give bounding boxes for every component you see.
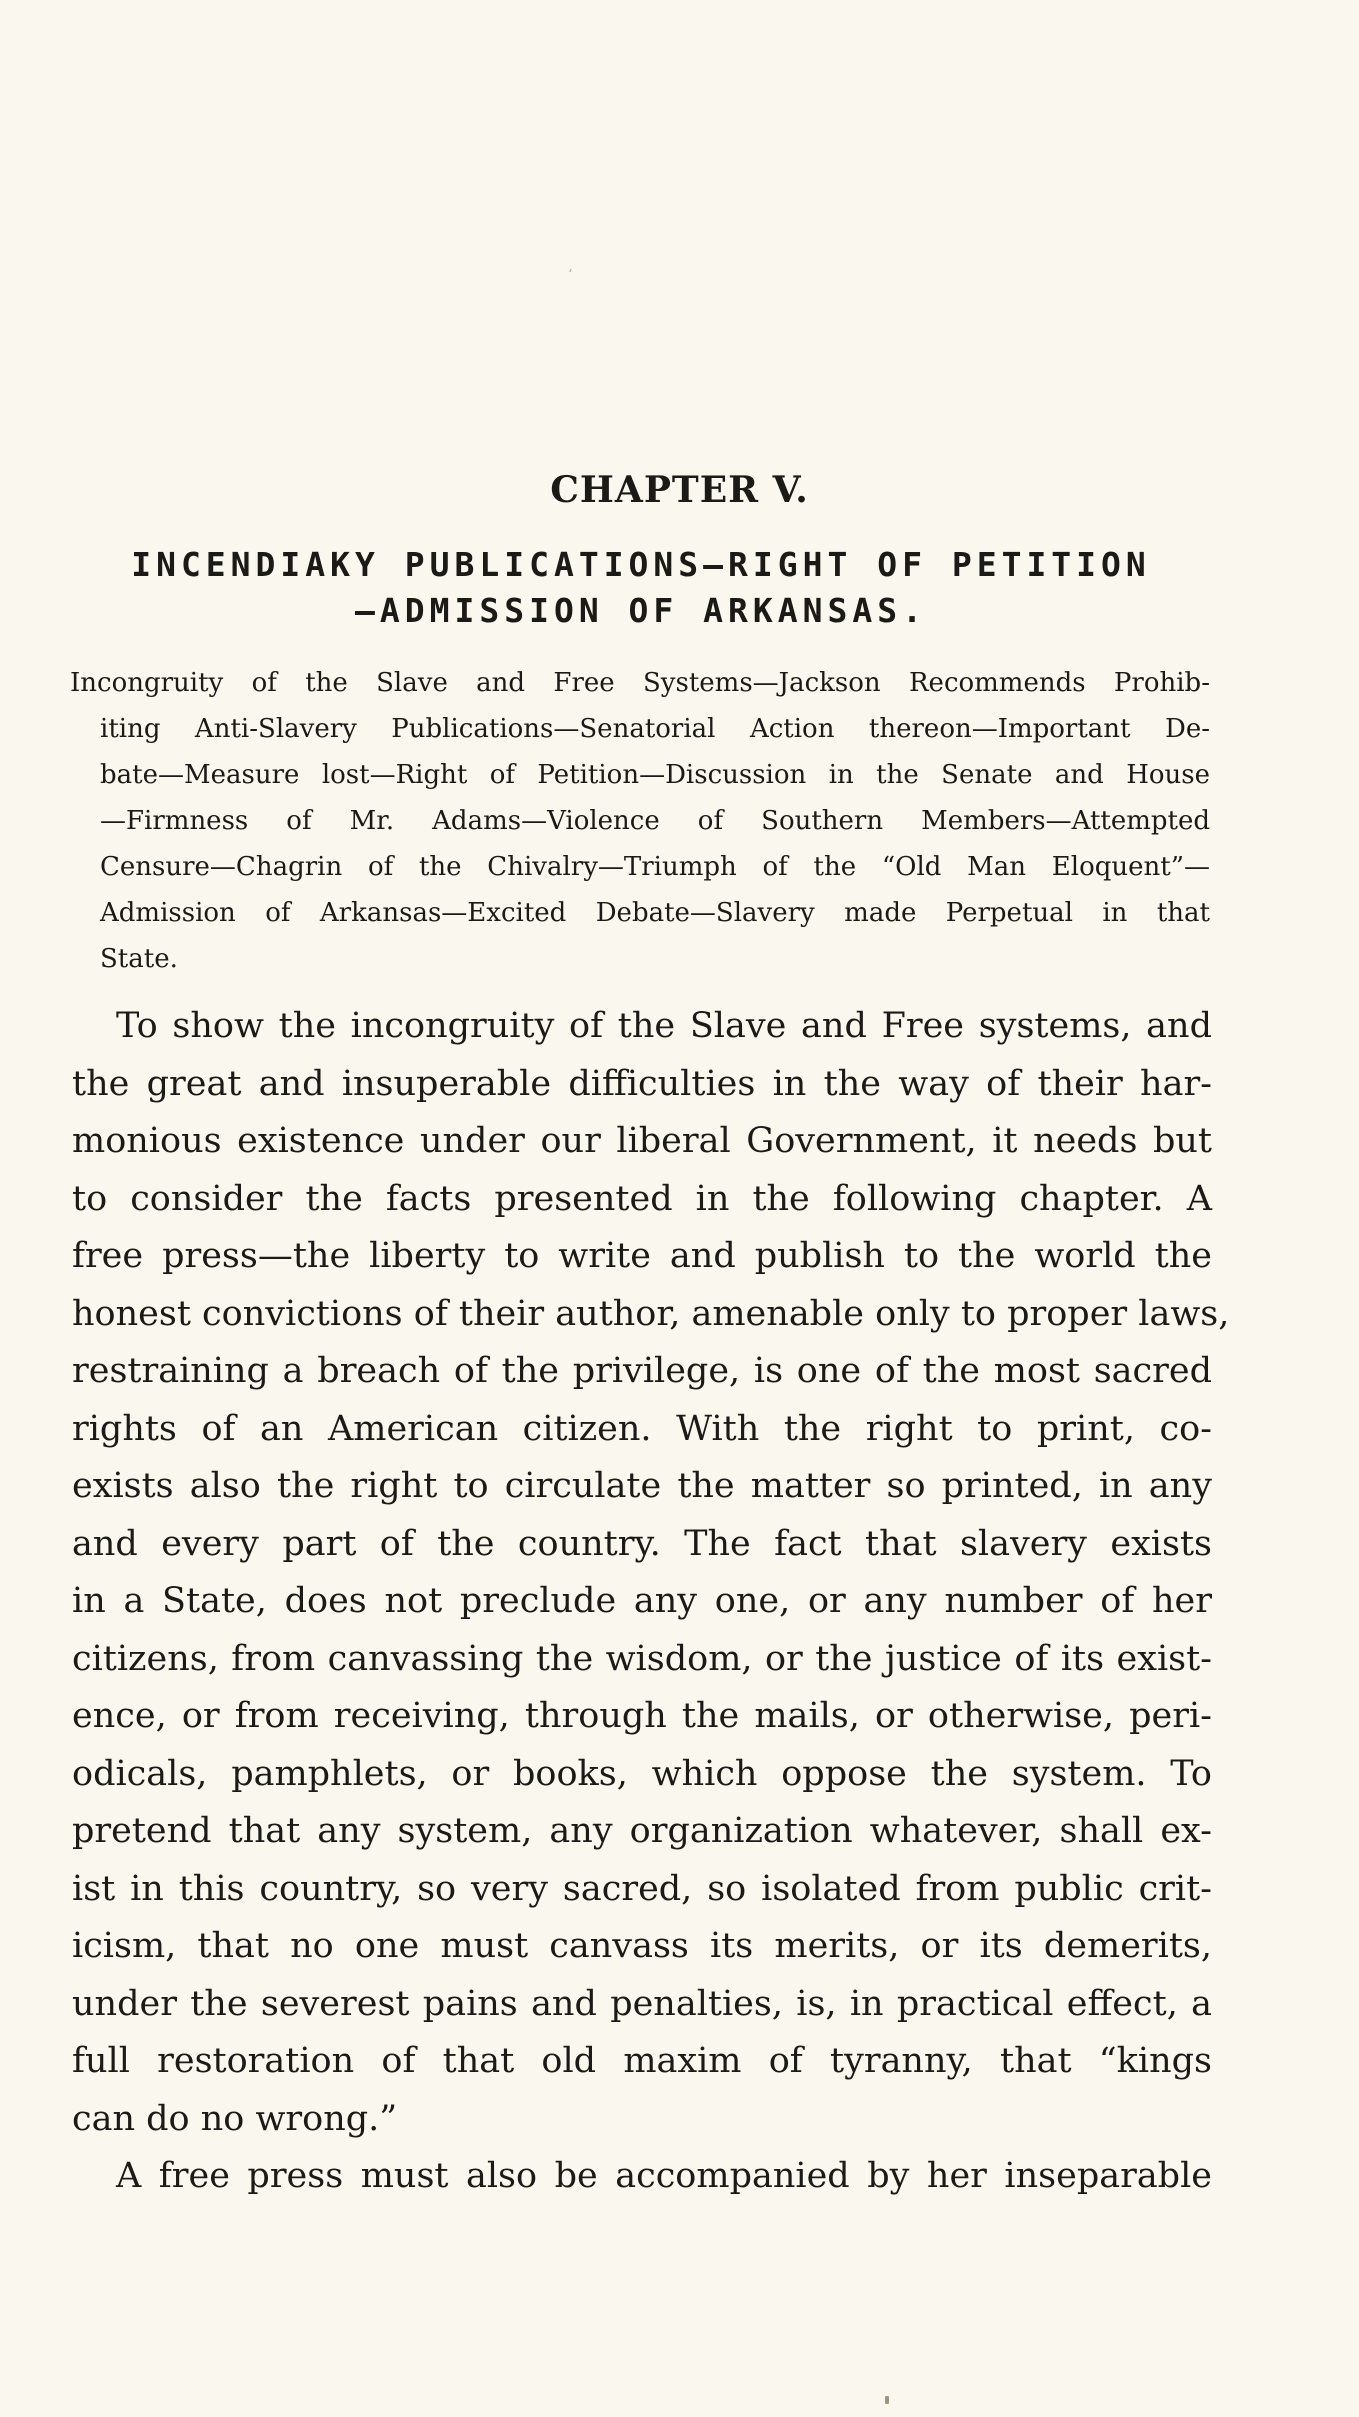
synopsis-line: Admission of Arkansas—Excited Debate—Slavery made Perpetual in that <box>100 898 1210 928</box>
chapter-heading-line: —ADMISSION OF ARKANSAS. <box>355 591 927 630</box>
body-line: ist in this country, so very sacred, so isolated from public crit- <box>72 1868 1212 1909</box>
body-line: monious existence under our liberal Government, it needs but <box>72 1121 1212 1161</box>
body-line: citizens, from canvassing the wisdom, or the justice of its exist- <box>72 1638 1212 1679</box>
body-line: in a State, does not preclude any one, or any number of her <box>72 1581 1212 1621</box>
synopsis-line: Censure—Chagrin of the Chivalry—Triumph of the “Old Man Eloquent”— <box>100 852 1210 882</box>
chapter-heading-line: INCENDIAKY PUBLICATIONS—RIGHT OF PETITION <box>131 545 1151 584</box>
chapter-heading <box>66 542 1216 634</box>
body-line: full restoration of that old maxim of tyranny, that “kings <box>72 2041 1212 2081</box>
body-line: under the severest pains and penalties, is, in practical effect, a <box>72 1983 1212 2024</box>
chapter-title: CHAPTER V. <box>550 469 809 511</box>
body-line: ence, or from receiving, through the mails, or otherwise, peri- <box>72 1696 1212 1736</box>
body-line: honest convictions of their author, amenable only to proper laws, <box>72 1293 1230 1334</box>
body-line: restraining a breach of the privilege, is one of the most sacred <box>72 1351 1212 1391</box>
body-line: free press—the liberty to write and publish to the world the <box>72 1236 1212 1276</box>
body-line: A free press must also be accompanied by her inseparable <box>116 2156 1212 2196</box>
body-line: To show the incongruity of the Slave and Free systems, and <box>116 1006 1212 1046</box>
print-speck: ‘ <box>568 267 573 283</box>
print-mark <box>885 2396 889 2404</box>
body-line: exists also the right to circulate the matter so printed, in any <box>72 1466 1212 1506</box>
synopsis-line: bate—Measure lost—Right of Petition—Discussion in the Senate and House <box>100 760 1210 790</box>
body-line: the great and insuperable difficulties in the way of their har- <box>72 1063 1212 1104</box>
chapter-synopsis <box>70 660 1210 982</box>
body-line: rights of an American citizen. With the right to print, co- <box>72 1408 1212 1449</box>
synopsis-line: —Firmness of Mr. Adams—Violence of Southern Members—Attempted <box>100 806 1210 836</box>
body-line: icism, that no one must canvass its merits, or its demerits, <box>72 1926 1212 1966</box>
body-line: pretend that any system, any organization whatever, shall ex- <box>72 1811 1212 1851</box>
synopsis-line: Incongruity of the Slave and Free Systems—Jackson Recommends Prohib- <box>70 668 1210 698</box>
synopsis-line: State. <box>100 944 178 974</box>
body-line: to consider the facts presented in the following chapter. A <box>72 1178 1212 1219</box>
body-line: odicals, pamphlets, or books, which oppose the system. To <box>72 1753 1212 1794</box>
body-text <box>72 998 1230 2206</box>
body-line: and every part of the country. The fact that slavery exists <box>72 1523 1212 1564</box>
body-line: can do no wrong.” <box>72 2098 398 2139</box>
synopsis-line: iting Anti-Slavery Publications—Senatorial Action thereon—Important De- <box>100 714 1210 744</box>
